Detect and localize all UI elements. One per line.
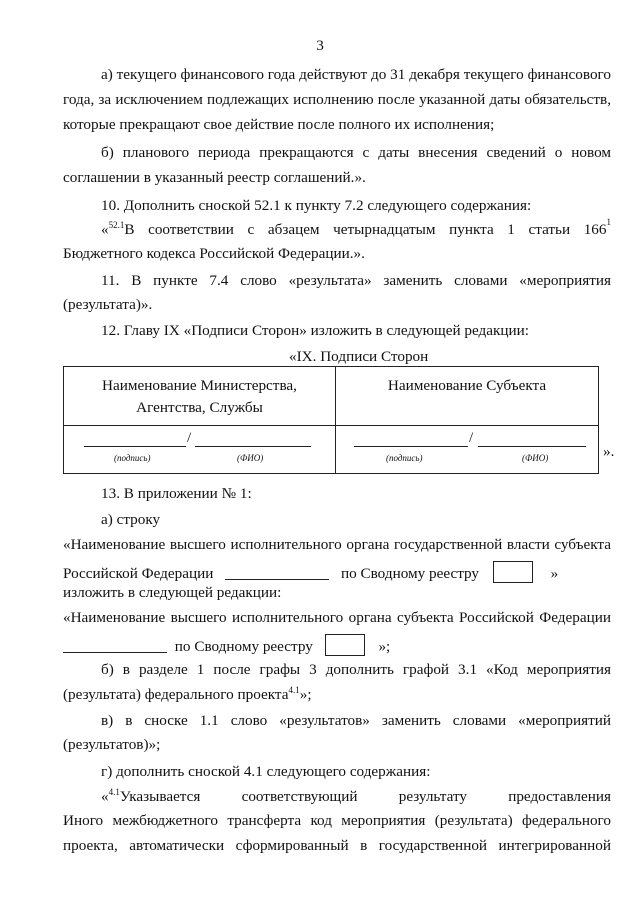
right-signature-cell [336, 426, 599, 474]
left-party-header: Наименование Министерства, Агентства, Службы [64, 367, 336, 426]
footnote-mark: 4.1 [288, 685, 300, 695]
paragraph-line: а) строку [101, 511, 161, 528]
blank-field [63, 652, 167, 653]
footnote-mark: 4.1 [108, 787, 120, 797]
separator-slash: / [469, 430, 474, 446]
footnote-mark: 1 [606, 217, 611, 227]
paragraph-line: б) планового периода прекращаются с даты внесения сведений о новом [101, 144, 611, 161]
paragraph-line: по Сводному реестру »; [63, 634, 390, 656]
paragraph-line: а) текущего финансового года действуют до 31 декабря текущего финансового [101, 66, 611, 83]
right-party-header: Наименование Субъекта [336, 367, 599, 426]
name-line [478, 446, 586, 447]
signature-line [354, 446, 468, 447]
paragraph-line: (результатов)»; [63, 736, 161, 753]
name-caption: (ФИО) [522, 453, 549, 463]
name-line [195, 446, 311, 447]
paragraph-line: 13. В приложении № 1: [101, 485, 252, 502]
left-signature-cell [64, 426, 336, 474]
page-number: 3 [316, 37, 324, 54]
paragraph-line: проекта, автоматически сформированный в государственной интегрированной [63, 837, 611, 854]
paragraph-line: г) дополнить сноской 4.1 следующего содержания: [101, 763, 431, 780]
name-caption: (ФИО) [237, 453, 264, 463]
paragraph-line: (результата)». [63, 296, 153, 313]
empty-code-box [493, 561, 533, 583]
paragraph-line: соглашении в указанный реестр соглашений.». [63, 169, 366, 186]
paragraph-line: 10. Дополнить сноской 52.1 к пункту 7.2 следующего содержания: [101, 197, 532, 214]
signature-caption: (подпись) [114, 453, 151, 463]
section-title: «IX. Подписи Сторон [289, 348, 429, 365]
paragraph-line: Российской Федерации по Сводному реестру » [63, 561, 558, 583]
paragraph-line: изложить в следующей редакции: [63, 584, 282, 601]
closing-quote: ». [603, 443, 615, 460]
paragraph-line: «Наименование высшего исполнительного органа субъекта Российской Федерации [63, 609, 611, 626]
paragraph-line: которые прекращают свое действие после полного их исполнения; [63, 116, 495, 133]
empty-code-box [325, 634, 365, 656]
paragraph-line: года, за исключением подлежащих исполнению после указанной даты обязательств, [63, 91, 611, 108]
signature-caption: (подпись) [386, 453, 423, 463]
paragraph-line: Иного межбюджетного трансферта код мероприятия (результата) федерального [63, 812, 611, 829]
paragraph-line: б) в разделе 1 после графы 3 дополнить графой 3.1 «Код мероприятия [101, 661, 611, 678]
paragraph-line: в) в сноске 1.1 слово «результатов» заменить словами «мероприятий [101, 712, 611, 729]
separator-slash: / [187, 430, 192, 446]
footnote-text-line: «$^{4.1}$ Указывается соответствующий результату предоставления [101, 787, 611, 805]
paragraph-line: 12. Главу IX «Подписи Сторон» изложить в следующей редакции: [101, 322, 529, 339]
paragraph-line: 11. В пункте 7.4 слово «результата» заменить словами «мероприятия [101, 272, 611, 289]
footnote-mark: 52.1 [108, 220, 125, 230]
signature-line [84, 446, 186, 447]
footnote-text-line: «$^{52.1}$ В соответствии с абзацем четырнадцатым пункта 1 статьи 166 1 [101, 217, 611, 238]
signature-table [63, 366, 599, 474]
paragraph-line: «Наименование высшего исполнительного органа государственной власти субъекта [63, 536, 611, 553]
blank-field [225, 579, 329, 580]
paragraph-line: (результата) федерального проекта$^{4.1}$»; [63, 685, 312, 703]
paragraph-line: Бюджетного кодекса Российской Федерации.». [63, 245, 365, 262]
